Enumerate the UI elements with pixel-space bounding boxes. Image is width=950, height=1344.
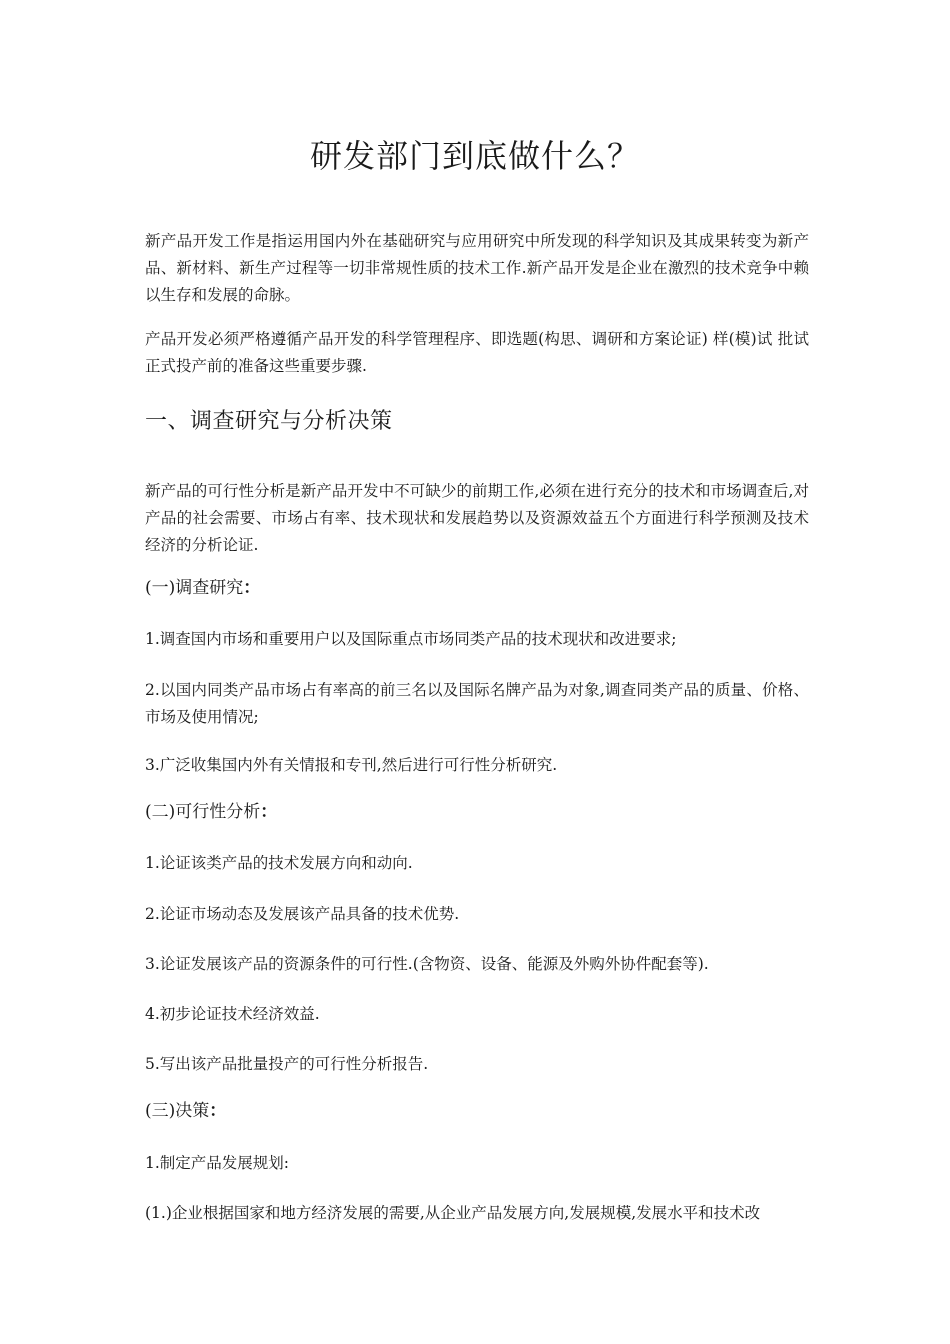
subheading-colon: ： (209, 1101, 227, 1121)
intro-paragraph-1: 新产品开发工作是指运用国内外在基础研究与应用研究中所发现的科学知识及其成果转变为新产品、新材料、新生产过程等一切非常规性质的技术工作.新产品开发是企业在激烈的技术竞争中赖以生存和发展的命脉。 (145, 232, 809, 304)
feasibility-item-4: 4.初步论证技术经济效益. (145, 1005, 320, 1023)
feasibility-item-1: 1.论证该类产品的技术发展方向和动向. (145, 854, 413, 872)
investigation-item-3: 3.广泛收集国内外有关情报和专刊,然后进行可行性分析研究. (145, 756, 558, 774)
decision-item-1: 1.制定产品发展规划: (145, 1154, 290, 1172)
decision-item-2: (1.)企业根据国家和地方经济发展的需要,从企业产品发展方向,发展规模,发展水平和技术改 (145, 1204, 761, 1222)
intro-paragraph-2: 产品开发必须严格遵循产品开发的科学管理程序、即选题(构思、调研和方案论证) 样(模)试 批试 正式投产前的准备这些重要步骤. (145, 330, 809, 375)
subheading-text: (三)决策 (145, 1101, 210, 1121)
feasibility-item-5: 5.写出该产品批量投产的可行性分析报告. (145, 1055, 429, 1073)
investigation-item-2: 2.以国内同类产品市场占有率高的前三名以及国际名牌产品为对象,调查同类产品的质量、价格、市场及使用情况; (145, 681, 809, 726)
investigation-item-1: 1.调查国内市场和重要用户以及国际重点市场同类产品的技术现状和改进要求; (145, 630, 677, 648)
subheading-decision (145, 1097, 226, 1125)
subheading-colon: ： (260, 802, 278, 822)
subheading-investigation (145, 574, 260, 602)
subheading-text: (一)调查研究 (145, 578, 244, 598)
subheading-feasibility (145, 798, 277, 826)
subheading-colon: ： (243, 578, 261, 598)
subheading-text: (二)可行性分析 (145, 802, 261, 822)
feasibility-item-2: 2.论证市场动态及发展该产品具备的技术优势. (145, 905, 460, 923)
section-heading-investigation: 一、调查研究与分析决策 (145, 409, 393, 434)
feasibility-item-3: 3.论证发展该产品的资源条件的可行性.(含物资、设备、能源及外购外协件配套等). (145, 955, 709, 973)
feasibility-paragraph: 新产品的可行性分析是新产品开发中不可缺少的前期工作,必须在进行充分的技术和市场调查后,对产品的社会需要、市场占有率、技术现状和发展趋势以及资源效益五个方面进行科学预测及技术经济的分析论证. (145, 482, 809, 554)
document-title: 研发部门到底做什么？ (309, 137, 640, 175)
